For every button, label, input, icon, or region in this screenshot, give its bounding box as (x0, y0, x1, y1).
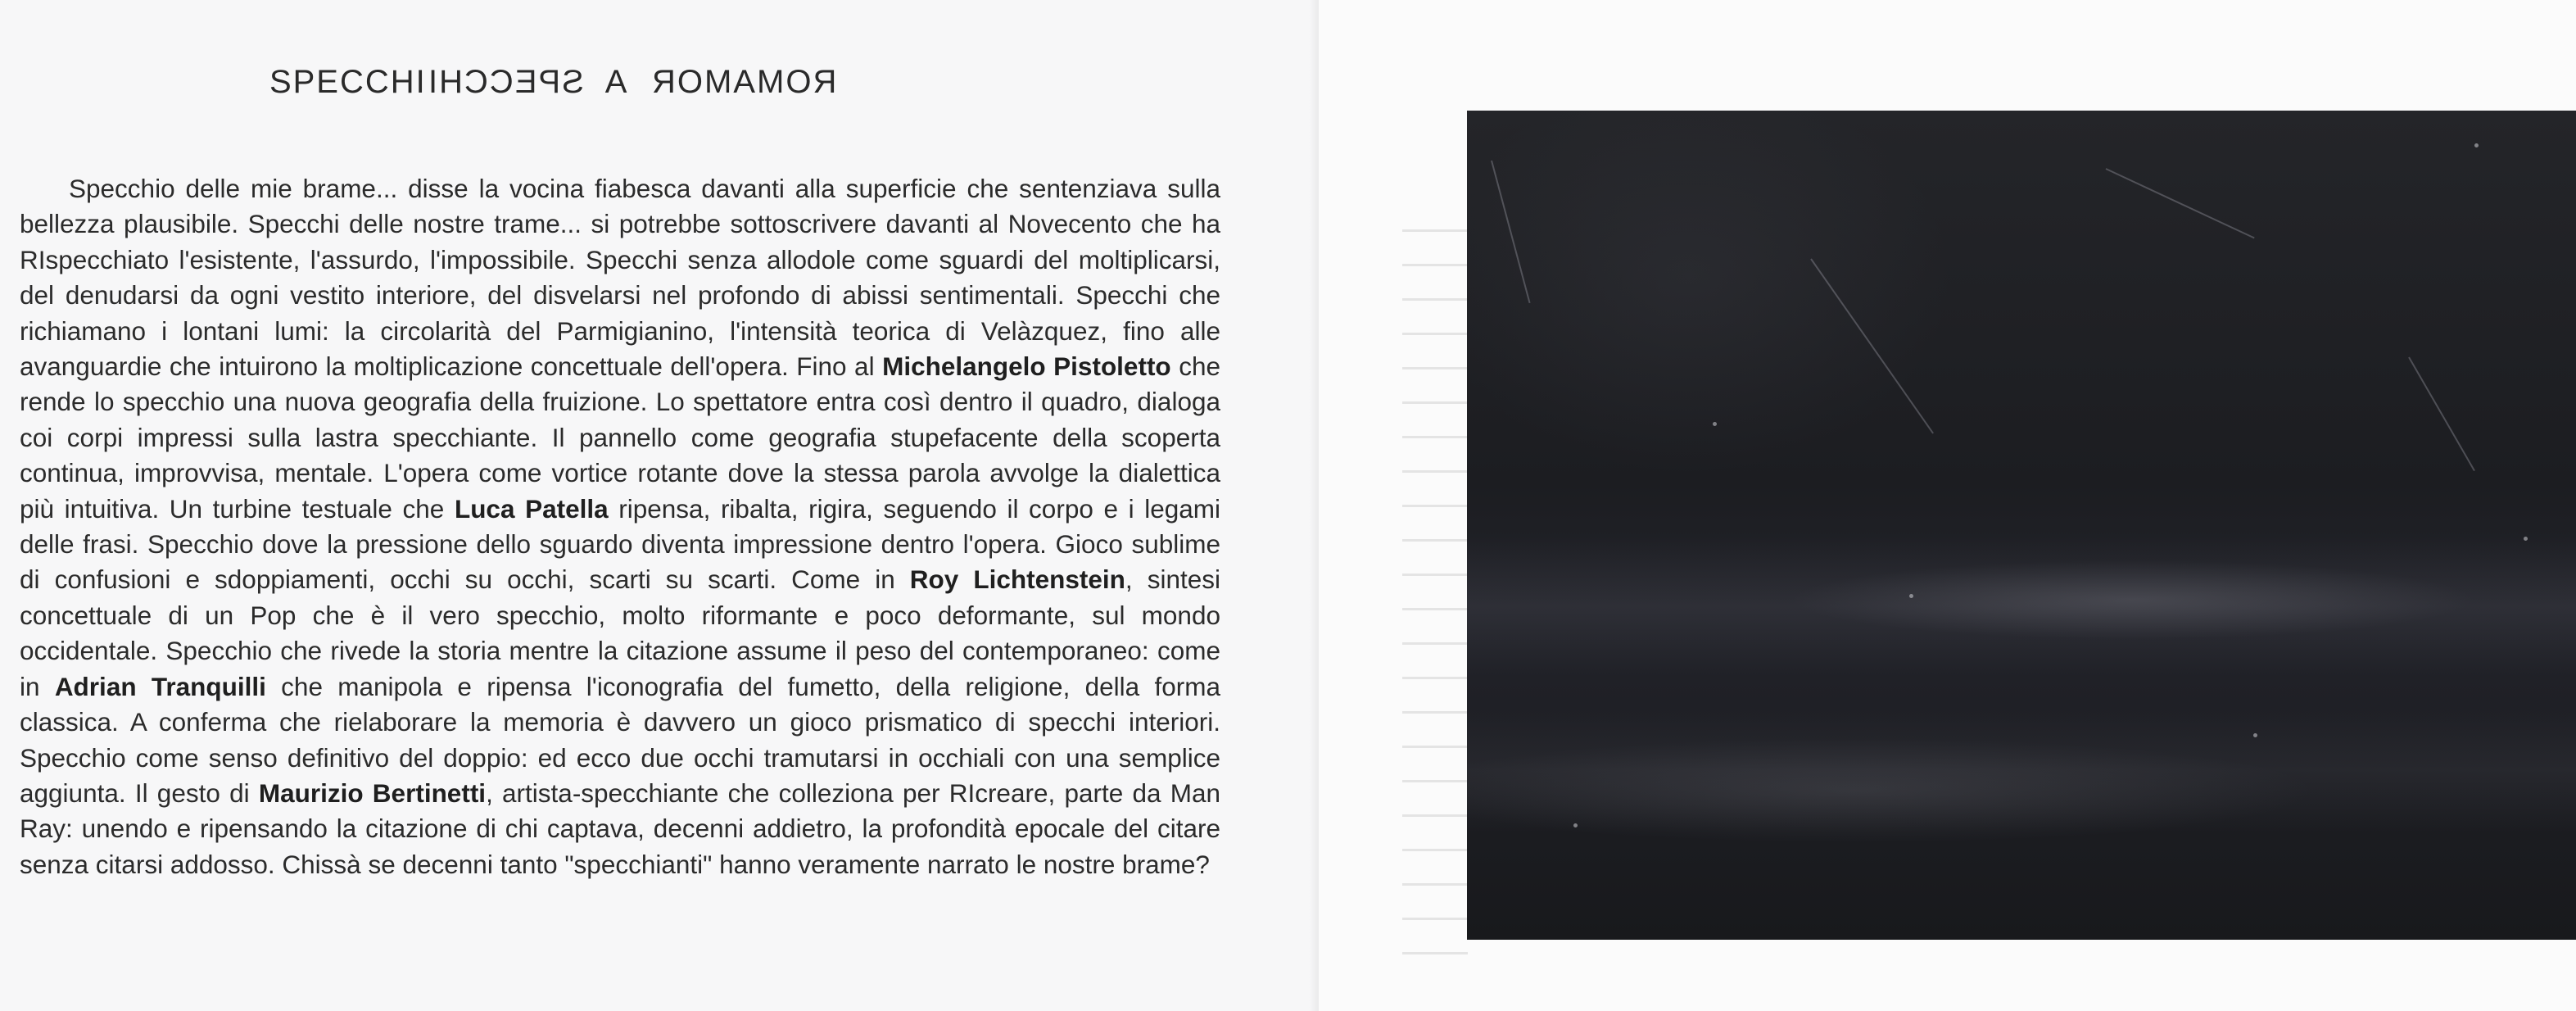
artist-name: Luca Patella (454, 493, 609, 524)
photo-speck (2253, 733, 2257, 737)
page-title (0, 64, 1106, 101)
photo-speck (1909, 594, 1913, 598)
photo-speck (1573, 823, 1578, 827)
paragraph-text: ripensa, ribalta, rigira, seguendo il corpo e i legami delle frasi. Specchio dove la pressione dello sguardo diventa impressione dentro l'opera. Gioco sublime di confusioni e sdoppiamenti, occhi su occhi, scarti su scarti. Come in (20, 493, 1220, 595)
paragraph-text: Specchio delle mie brame... disse la vocina fiabesca davanti alla superficie che sentenziava sulla bellezza plausibile. Specchi delle nostre trame... si potrebbe sottoscrivere davanti al Novecento che ha RIspecchiato l'esistente, l'assurdo, l'impossibile. Specchi senza allodole come sguardi del moltiplicarsi, del denudarsi da ogni vestito interiore, del disvelarsi nel profondo di abissi sentimentali. Specchi che richiamano i lontani lumi: la circolarità del Parmigianino, l'intensità teorica di Velàzquez, fino alle avanguardie che intuirono la moltiplicazione concettuale dell'opera. Fino al (20, 174, 1220, 382)
paragraph-text: , sintesi concettuale di un Pop che è il vero specchio, molto riformante e poco deformante, sul mondo occidentale. Specchio che rivede la storia mentre la citazione assume il peso del contemporaneo: come in (20, 564, 1220, 701)
essay-paragraph (20, 171, 1220, 882)
photo-light-band (1467, 537, 2576, 676)
artist-name: Maurizio Bertinetti (258, 778, 487, 808)
paragraph-text: , artista-specchiante che colleziona per RIcreare, parte da Man Ray: unendo e ripensando la citazione di chi captava, decenni addietro, la profondità epocale del citare senza citarsi addosso. Chissà se decenni tanto "specchianti" hanno veramente narrato le nostre brame? (20, 778, 1221, 879)
paragraph-text: che manipola e ripensa l'iconografia del fumetto, della religione, della forma classica. A conferma che rielaborare la memoria è davvero un gioco prismatico di specchi interiori. Specchio come senso definitivo del doppio: ed ecco due occhi tramutarsi in occhiali con una semplice aggiunta. Il gesto di (20, 671, 1220, 808)
bleed-through-text (1402, 229, 1468, 986)
photo-speck (2524, 537, 2528, 541)
photo-scratch (2106, 168, 2255, 238)
title-a: A (604, 64, 629, 100)
dark-mirror-photo (1467, 111, 2576, 940)
photo-scratch (1810, 258, 1934, 433)
photo-speck (2474, 143, 2479, 147)
title-specchi: SPECCHI (269, 64, 427, 100)
photo-speck (1713, 422, 1717, 426)
photo-scratch (1491, 161, 1531, 303)
title-romamor-mirrored: ROMAMOR (650, 64, 837, 100)
photo-scratch (2408, 357, 2475, 472)
paragraph-text: che rende lo specchio una nuova geografia della fruizione. Lo spettatore entra così dentro il quadro, dialoga coi corpi impressi sulla lastra specchiante. Il pannello come geografia stupefacente della scoperta continua, improvvisa, mentale. L'opera come vortice rotante dove la stessa parola avvolge la dialettica più intuitiva. Un turbine testuale che (20, 351, 1220, 524)
artist-name: Adrian Tranquilli (54, 671, 266, 701)
photo-reflection-band (1467, 709, 2576, 832)
artist-name: Roy Lichtenstein (909, 564, 1125, 595)
artist-name: Michelangelo Pistoletto (882, 351, 1171, 382)
title-specchi-mirrored: SPECCHI (426, 64, 584, 100)
